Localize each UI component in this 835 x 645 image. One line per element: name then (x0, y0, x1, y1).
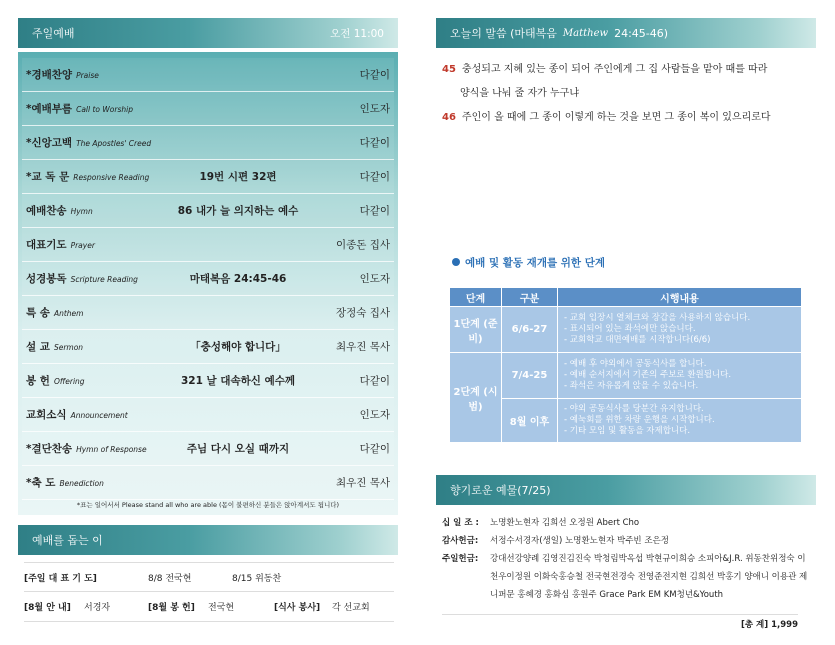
verse-number: 45 (442, 64, 456, 75)
worship-title: 주일예배 (32, 27, 75, 40)
order-item-name (22, 101, 162, 116)
order-item-ko: 성경봉독 (26, 273, 67, 285)
order-item-ko: 대표기도 (26, 239, 67, 251)
offering-total: [총 계] 1,999 (442, 614, 798, 630)
order-item-ko: 봉 헌 (26, 375, 50, 387)
order-item-ko: 설 교 (26, 341, 50, 353)
order-item-ko: *신앙고백 (26, 137, 73, 149)
verse-number: 46 (442, 112, 456, 123)
worship-order-row (22, 466, 394, 500)
detail-item: - 교회 입장시 열체크와 장갑을 사용하지 않습니다. (564, 313, 795, 324)
details-1 (558, 307, 802, 353)
order-item-name (22, 373, 162, 388)
order-item-content: 321 날 대속하신 예수께 (180, 375, 296, 387)
detail-item: - 예배 순서지에서 기존의 주보로 환원됩니다. (564, 370, 795, 381)
scripture-title: 오늘의 말씀 (마태복음 (450, 27, 557, 40)
order-item-name (22, 441, 162, 456)
offering-value: 노명환노현자 김희선 오정원 Abert Cho (490, 518, 640, 528)
helpers-table (24, 562, 394, 622)
order-item-name (22, 67, 162, 82)
order-item-content: 주님 다시 오실 때까지 (186, 443, 290, 455)
order-item-en: Praise (76, 71, 99, 80)
order-item-ko: *경배찬양 (26, 69, 73, 81)
order-item-leader: 인도자 (359, 409, 390, 421)
worship-time: 오전 11:00 (330, 27, 384, 40)
order-item-leader: 장정숙 집사 (335, 307, 390, 319)
scripture-ref-num: 24:45-46) (614, 26, 669, 40)
order-item-leader: 최우진 목사 (335, 341, 390, 353)
offering-duty-value: 전국현 (208, 603, 235, 613)
verse-text: 충성되고 지혜 있는 종이 되어 주인에게 그 집 사람들을 맡아 때를 따라 (461, 64, 768, 75)
offering-label: 감사헌금: (442, 536, 479, 546)
order-item-ko: 교회소식 (26, 409, 67, 421)
helpers-title: 예배를 돕는 이 (32, 534, 103, 547)
order-item-name (22, 203, 162, 218)
order-item-en: The Apostles' Creed (76, 139, 152, 148)
order-item-name (22, 135, 162, 150)
stage-1: 1단계 (준비) (450, 307, 502, 353)
detail-item: - 좌석은 자유롭게 앉을 수 있습니다. (564, 381, 795, 392)
offering-value: 강대선강양례 김영진김진숙 박청림박옥섭 박현규이희승 소피아&J.R. 위동찬위정숙 이천우이정원 이화숙홍승철 전국현전경숙 전영준전지현 김희선 박홍기 양애니 이용관 제니퍼문 홍혜경 홍화심 홍원주 Grace Park EM KM청년&Youth (490, 554, 808, 600)
order-item-name (22, 407, 162, 422)
guide-label: [8월 안 내] (24, 603, 71, 613)
offering-row-sunday (442, 550, 812, 604)
details-2 (558, 353, 802, 399)
order-item-en: Responsive Reading (73, 173, 150, 182)
order-item-en: Offering (53, 377, 85, 386)
worship-order-panel (18, 52, 398, 515)
order-item-leader: 다같이 (359, 375, 390, 387)
detail-item: - 기타 모임 및 활동을 자제합니다. (564, 426, 795, 437)
meal-value: 각 선교회 (332, 603, 370, 613)
offering-value: 서정수서경자(생일) 노명환노현자 박주빈 조은정 (490, 536, 669, 546)
worship-order-row (22, 92, 394, 126)
detail-item: - 교회학교 대면예배를 시작합니다(6/6) (564, 335, 795, 346)
order-item-ko: *교 독 문 (26, 171, 70, 183)
header-content: 시행내용 (558, 288, 802, 307)
prayer-label: [주일 대 표 기 도] (24, 573, 97, 584)
period-2: 7/4-25 (502, 353, 558, 399)
offering-row-thanks (442, 532, 812, 550)
order-item-leader: 인도자 (359, 103, 390, 115)
header-stage: 단계 (450, 288, 502, 307)
period-3: 8월 이후 (502, 399, 558, 443)
worship-order-row (22, 330, 394, 364)
offering-label: 십 일 조 : (442, 518, 479, 528)
verse-46 (442, 106, 822, 130)
order-item-content: 86 내가 늘 의지하는 예수 (177, 205, 299, 217)
helpers-banner (18, 525, 398, 555)
order-item-en: Hymn (70, 207, 93, 216)
order-item-ko: 예배찬송 (26, 205, 67, 217)
order-item-name (22, 271, 162, 286)
order-item-leader: 다같이 (359, 171, 390, 183)
stage-2: 2단계 (시범) (450, 353, 502, 443)
detail-item: - 야외 공동식사를 당분간 유지합니다. (564, 404, 795, 415)
worship-order-row (22, 228, 394, 262)
offering-label: 주일헌금: (442, 554, 479, 564)
offering-list (442, 514, 812, 604)
scripture-banner (436, 18, 816, 48)
worship-order-list (22, 58, 394, 500)
header-period: 구분 (502, 288, 558, 307)
detail-item: - 예배 후 야외에서 공동식사를 합니다. (564, 359, 795, 370)
detail-item: - 표시되어 있는 좌석에만 앉습니다. (564, 324, 795, 335)
order-item-ko: *축 도 (26, 477, 56, 489)
worship-order-row (22, 160, 394, 194)
order-item-name (22, 339, 162, 354)
order-item-en: Prayer (70, 241, 95, 250)
order-item-name (22, 169, 162, 184)
order-item-en: Call to Worship (76, 105, 133, 114)
order-item-name (22, 305, 162, 320)
worship-order-row (22, 432, 394, 466)
order-item-en: Hymn of Response (76, 445, 147, 454)
worship-order-row (22, 364, 394, 398)
steps-title (452, 255, 605, 270)
order-item-en: Sermon (53, 343, 84, 352)
steps-table (449, 287, 802, 443)
offering-row-tithe (442, 514, 812, 532)
details-3 (558, 399, 802, 443)
order-item-name (22, 237, 162, 252)
order-item-leader: 다같이 (359, 69, 390, 81)
order-item-leader: 다같이 (359, 205, 390, 217)
verse-text: 주인이 올 때에 그 종이 이렇게 하는 것을 보면 그 종이 복이 있으리로다 (461, 112, 771, 123)
order-item-name (22, 475, 162, 490)
order-item-en: Announcement (70, 411, 128, 420)
order-item-leader: 다같이 (359, 137, 390, 149)
order-item-leader: 이종돈 집사 (335, 239, 390, 251)
detail-item: - 예눅회를 위한 차량 운행을 시작합니다. (564, 415, 795, 426)
worship-banner (18, 18, 398, 48)
scripture-ref-en: Matthew (562, 27, 609, 39)
order-item-ko: *예배부름 (26, 103, 73, 115)
prayer-2: 8/15 위동찬 (232, 573, 282, 584)
offering-title: 향기로운 예물(7/25) (450, 484, 551, 497)
order-item-ko: *결단찬송 (26, 443, 73, 455)
worship-order-row (22, 262, 394, 296)
offering-duty-label: [8월 봉 헌] (148, 603, 195, 613)
order-item-ko: 특 송 (26, 307, 50, 319)
order-item-content: 마태복음 24:45-46 (189, 273, 287, 285)
meal-label: [식사 봉사] (274, 603, 321, 613)
worship-order-row (22, 194, 394, 228)
standing-note: *표는 일어서서 Please stand all who are able (몸이 불편하신 분들은 앉아계셔도 됩니다) (76, 501, 340, 509)
worship-order-row (22, 58, 394, 92)
worship-order-row (22, 126, 394, 160)
bullet-icon (452, 258, 460, 266)
steps-title-text: 예배 및 활동 재개를 위한 단계 (465, 257, 605, 269)
order-item-en: Benediction (59, 479, 104, 488)
order-item-en: Anthem (53, 309, 84, 318)
order-item-en: Scripture Reading (70, 275, 138, 284)
verse-45 (442, 58, 822, 106)
helpers-row-prayer (24, 562, 394, 592)
verse-text-cont: 양식을 나눠 줄 자가 누구냐 (460, 88, 579, 99)
helpers-row-service (24, 592, 394, 622)
worship-order-row (22, 296, 394, 330)
prayer-1: 8/8 전국현 (148, 573, 192, 584)
order-item-leader: 인도자 (359, 273, 390, 285)
order-item-leader: 최우진 목사 (335, 477, 390, 489)
order-item-content: 19번 시편 32편 (199, 171, 277, 183)
order-item-content: 「충성해야 합니다」 (190, 341, 286, 353)
offering-banner (436, 475, 816, 505)
order-item-leader: 다같이 (359, 443, 390, 455)
guide-value: 서경자 (84, 603, 111, 613)
period-1: 6/6-27 (502, 307, 558, 353)
worship-order-row (22, 398, 394, 432)
